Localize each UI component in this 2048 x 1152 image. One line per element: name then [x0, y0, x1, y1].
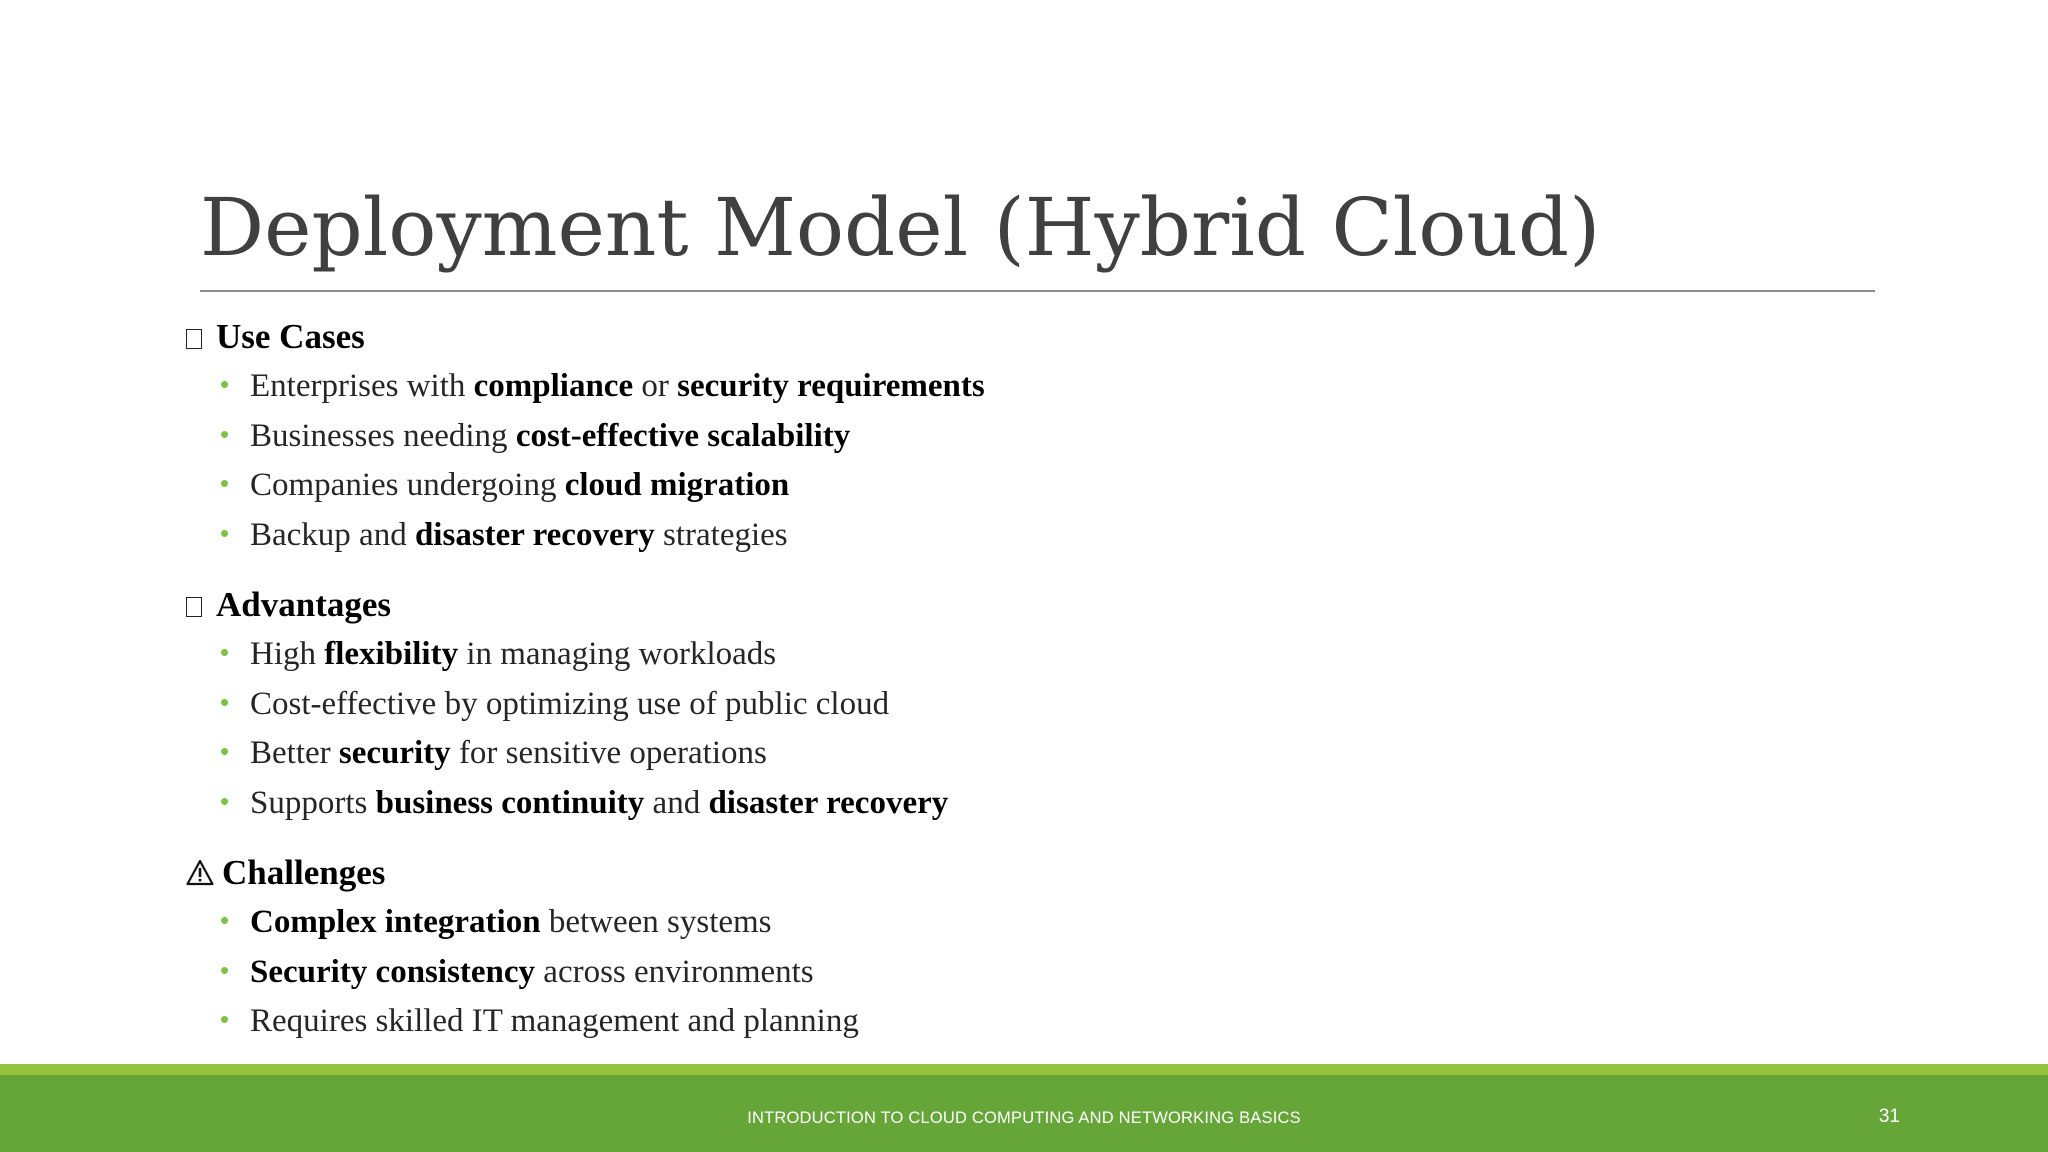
list-item: [220, 412, 1886, 462]
bullet-dot-icon: •: [220, 418, 230, 449]
bullet-list: [186, 630, 1886, 828]
section-heading-label: Use Cases: [216, 317, 365, 356]
section-use-cases: [186, 312, 1886, 560]
item-text: Requires skilled IT management and planning: [250, 1003, 859, 1039]
list-item: [220, 630, 1886, 680]
placeholder-box-icon: [186, 597, 202, 617]
title-divider: [200, 290, 1875, 292]
item-text: Cost-effective by optimizing use of public cloud: [250, 685, 890, 722]
item-bold-text: security: [338, 735, 451, 771]
list-item: [220, 680, 1886, 730]
section-heading: [186, 580, 1886, 630]
slide-title: Deployment Model (Hybrid Cloud): [200, 181, 1601, 274]
page-number: 31: [1878, 1106, 1900, 1127]
bullet-dot-icon: •: [220, 369, 230, 399]
item-text: Better: [250, 735, 339, 771]
bullet-dot-icon: •: [220, 468, 230, 498]
list-item: [220, 362, 1886, 412]
item-text: strategies: [654, 516, 788, 553]
section-challenges: [186, 848, 1886, 1047]
item-text: across environments: [535, 953, 814, 990]
item-text: Companies undergoing: [250, 467, 565, 503]
bullet-dot-icon: •: [220, 686, 230, 717]
item-bold-text: business continuity: [375, 784, 645, 821]
list-item: [220, 948, 1886, 998]
section-heading: [186, 848, 1886, 898]
item-text: or: [633, 368, 678, 404]
bullet-dot-icon: •: [220, 785, 230, 816]
bullet-dot-icon: •: [220, 517, 230, 548]
section-advantages: [186, 580, 1886, 828]
bullet-dot-icon: •: [220, 1004, 230, 1034]
placeholder-box-icon: [186, 329, 202, 349]
bullet-dot-icon: •: [220, 736, 230, 766]
list-item: [220, 511, 1886, 561]
footer-accent-stripe: [0, 1064, 2048, 1075]
item-text: between systems: [540, 904, 772, 940]
item-bold-text: Complex integration: [250, 904, 541, 940]
bullet-list: [186, 898, 1886, 1047]
item-text: Businesses needing: [250, 417, 516, 454]
slide-body: [186, 312, 1886, 1067]
item-bold-text: disaster recovery: [414, 516, 655, 553]
list-item: [220, 997, 1886, 1047]
item-bold-text: cloud migration: [564, 467, 790, 503]
item-bold-text: flexibility: [324, 636, 459, 672]
bullet-list: [186, 362, 1886, 560]
item-bold-text: cost-effective scalability: [515, 417, 851, 454]
item-text: Supports: [250, 784, 376, 821]
item-text: Backup and: [250, 516, 415, 553]
item-bold-text: compliance: [473, 368, 634, 404]
warning-icon: [186, 859, 214, 887]
footer-title: INTRODUCTION TO CLOUD COMPUTING AND NETWORKING BASICS: [747, 1109, 1301, 1127]
item-text: High: [250, 636, 325, 672]
section-heading: [186, 312, 1886, 362]
item-text: in managing workloads: [458, 636, 777, 672]
item-bold-text: security requirements: [677, 368, 985, 404]
item-bold-text: disaster recovery: [708, 784, 949, 821]
bullet-dot-icon: •: [220, 954, 230, 985]
section-heading-label: Advantages: [216, 585, 392, 624]
item-text: for sensitive operations: [450, 735, 767, 771]
section-heading-label: Challenges: [222, 853, 386, 892]
list-item: [220, 898, 1886, 948]
list-item: [220, 729, 1886, 779]
list-item: [220, 461, 1886, 511]
list-item: [220, 779, 1886, 829]
item-text: Enterprises with: [250, 368, 474, 404]
bullet-dot-icon: •: [220, 905, 230, 935]
item-bold-text: Security consistency: [250, 953, 536, 990]
item-text: and: [644, 784, 709, 821]
bullet-dot-icon: •: [220, 637, 230, 667]
